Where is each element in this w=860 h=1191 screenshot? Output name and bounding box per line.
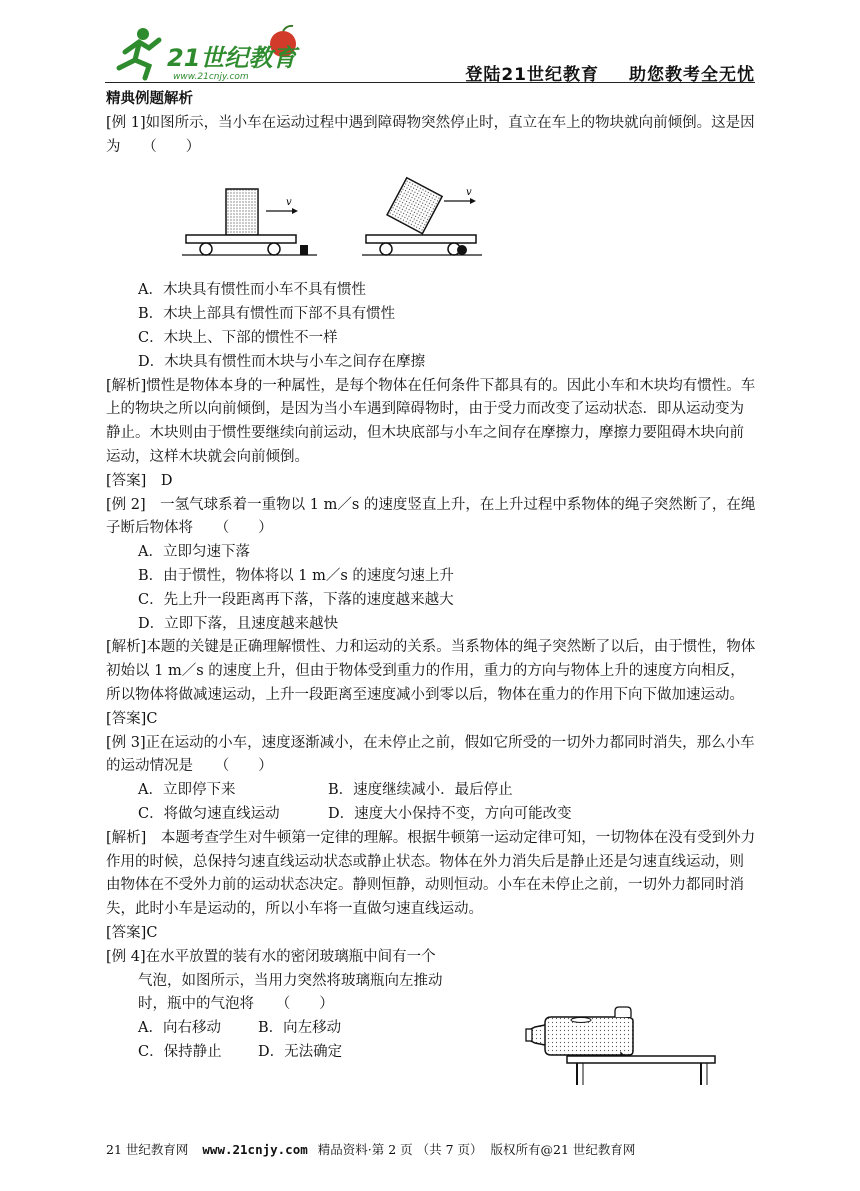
footer-copyright: 版权所有@21 世纪教育网 [490, 1142, 636, 1157]
example-2-option-c: C．先上升一段距离再下落，下落的速度越来越大 [138, 591, 454, 608]
header-divider [105, 82, 755, 83]
example-4-option-a: A．向右移动 [138, 1020, 221, 1037]
example-3-option-d: D．速度大小保持不变，方向可能改变 [328, 805, 572, 822]
example-1-option-d: D．木块具有惯性而木块与小车之间存在摩擦 [138, 353, 426, 370]
example-4-option-b: B．向左移动 [258, 1020, 342, 1037]
example-1-option-b: B．木块上部具有惯性而下部不具有惯性 [138, 306, 396, 323]
footer-site-name: 21 世纪教育网 [106, 1142, 189, 1157]
example-3-analysis: [解析] 本题考查学生对牛顿第一定律的理解。根据牛顿第一运动定律可知，一切物体在没有受到外力作用的时候，总保持匀速直线运动状态或静止状态。物体在外力消失后是静止还是匀速直线运动，则由物体在不受外力前的运动状态决定。静则恒静，动则恒动。小车在未停止之前，一切外力都同时消失，此时小车是运动的，所以小车将一直做匀速直线运动。 [106, 829, 756, 918]
example-3-options-row2 [106, 803, 756, 827]
svg-text:v: v [466, 187, 472, 199]
example-3-question: [例 3]正在运动的小车，速度逐渐减小，在未停止之前，假如它所受的一切外力都同时消失，那么小车的运动情况是 （ ） [106, 734, 755, 775]
bottle-on-table-diagram [455, 925, 725, 1095]
example-1-question: [例 1]如图所示，当小车在运动过程中遇到障碍物突然停止时，直立在车上的物块就向前倾倒。这是因为 （ ） [106, 114, 755, 155]
example-3-options-row1 [106, 779, 756, 803]
example-4-figure [455, 925, 725, 1099]
page-footer [106, 1140, 756, 1158]
svg-text:v: v [286, 197, 292, 209]
section-title: 精典例题解析 [106, 91, 193, 107]
logo-url: www.21cnjy.com [173, 72, 249, 82]
example-2-option-b: B．由于惯性，物体将以 1 m／s 的速度匀速上升 [138, 567, 454, 584]
example-1-figure [106, 159, 756, 279]
example-4-question-line1: [例 4]在水平放置的装有水的密闭玻璃瓶中间有一个 [106, 948, 436, 965]
cart-block-diagram [182, 165, 502, 275]
example-2-option-d: D．立即下落，且速度越来越快 [138, 615, 339, 632]
example-4-question-line2: 气泡，如图所示，当用力突然将玻璃瓶向左推动 [138, 972, 443, 989]
document-body [106, 88, 756, 1065]
example-1-option-a: A．木块具有惯性而小车不具有惯性 [138, 282, 366, 299]
footer-url[interactable]: www.21cnjy.com [202, 1142, 308, 1157]
slogan-part2: 助您教考全无忧 [629, 65, 755, 85]
logo-text: 21世纪教育 [167, 44, 297, 72]
example-3-answer: [答案]C [106, 924, 158, 941]
example-3-option-b: B．速度继续减小．最后停止 [328, 782, 513, 799]
example-3-option-c: C．将做匀速直线运动 [138, 805, 280, 822]
example-2-analysis: [解析]本题的关键是正确理解惯性、力和运动的关系。当系物体的绳子突然断了以后，由于惯性，物体初始以 1 m／s 的速度上升，但由于物体受到重力的作用，重力的方向与物体上升的速度方向相反，所以物体将做减速运动，上升一段距离至速度减小到零以后，物体在重力的作用下向下做加速运动。 [106, 639, 756, 703]
site-logo [105, 22, 315, 82]
example-4-option-c: C．保持静止 [138, 1043, 222, 1060]
example-2-question: [例 2] 一氢气球系着一重物以 1 m／s 的速度竖直上升，在上升过程中系物体的绳子突然断了，在绳子断后物体将 （ ） [106, 496, 756, 537]
slogan-part1: 登陆21世纪教育 [465, 65, 599, 85]
example-2-answer: [答案]C [106, 710, 158, 727]
example-4-option-d: D．无法确定 [258, 1043, 343, 1060]
footer-page-info: 精品资料·第 2 页 （共 7 页） [317, 1142, 483, 1157]
example-1-analysis: [解析]惯性是物体本身的一种属性，是每个物体在任何条件下都具有的。因此小车和木块均有惯性。车上的物块之所以向前倾倒，是因为当小车遇到障碍物时，由于受力而改变了运动状态．即从运动变为静止。木块则由于惯性要继续向前运动，但木块底部与小车之间存在摩擦力，摩擦力要阻碍木块向前运动，这样木块就会向前倾倒。 [106, 377, 756, 465]
example-2-option-a: A．立即匀速下落 [138, 544, 250, 561]
example-1-answer: [答案] D [106, 472, 173, 489]
example-1-option-c: C．木块上、下部的惯性不一样 [138, 329, 338, 346]
example-4-question-line3: 时，瓶中的气泡将 （ ） [138, 996, 334, 1013]
page-header [105, 22, 755, 84]
example-3-option-a: A．立即停下来 [138, 782, 236, 799]
